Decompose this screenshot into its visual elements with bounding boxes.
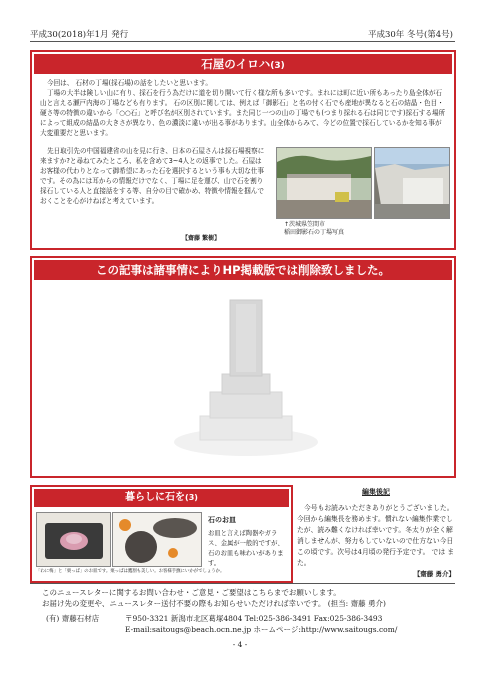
footer-line-1: このニュースレターに関するお問い合わせ・ご意見・ご要望はこちらまでお願いします。 (42, 588, 341, 597)
postscript-title: 編集後記 (362, 488, 390, 496)
gravestone-illustration (172, 294, 322, 459)
company-contact[interactable]: E-mail:saitougs@beach.ocn.ne.jp ホームページ:http://www.saitougs.com/ (125, 625, 398, 634)
stone-plate-photo-1-image (37, 513, 110, 566)
article-para-2: 丁場の大半は険しい山に有り、採石を行う為だけに道を切り開いて行く様な所も多いです。まれには町に近い所もあったり島全体が石山と言える瀬戸内海の丁場なども有ります。 石の区別に関しては、例えば「御影石」と名の付く石でも産地が異なると石の結晶・色目・硬さ等の特徴の違いから「○○石」と呼び名が区別されています。また同じ一つの山の丁場でも(つまり採れる石は同じです)採石する場所によって組成の結晶の大きさが異なり、色の濃淡に違いが出る事があります。山全体からみて、今どの位置で採石しているかを知る事が大変重要だと思います。 (40, 89, 446, 137)
article-stone-basics (30, 50, 456, 250)
article2-title-bar (34, 489, 289, 507)
article-body-bottom (40, 146, 268, 206)
footer-divider (30, 583, 455, 584)
article2-subtitle: 石のお皿 (208, 516, 236, 524)
quarry-photo-1 (276, 147, 372, 219)
company-name: (有) 齋藤石材店 (46, 614, 100, 623)
article-stone-living (30, 485, 293, 583)
article2-text: お皿と言えば陶器やガラス、金属が一般的ですが、石のお皿も味わいがあります。 (208, 530, 284, 567)
article-author: 【齋藤 繁樹】 (182, 235, 221, 242)
removed-article-box (30, 256, 456, 478)
article-body-top (32, 76, 454, 138)
article2-caption: 「わに梅」と「栗っぱ」のお皿です。栗っぱは鷹割も美しい。お客様手撫にいかがでしょうか。 (36, 569, 225, 574)
header-divider (30, 41, 455, 42)
article2-title-number: (3) (185, 493, 198, 502)
article-para-1: 今回は、 石材の丁場(採石場)の話をしたいと思います。 (47, 79, 212, 87)
stone-plate-photo-1 (36, 512, 111, 567)
removed-article-notice: この記事は諸事情によりHP掲載版では削除致しました。 (34, 260, 452, 280)
company-address: 〒950-3321 新潟市北区葛塚4804 Tel:025-386-3491 Fax:025-386-3493 (125, 614, 383, 623)
photo-caption-line-1: ↑茨城県笠間市 (284, 221, 326, 228)
quarry-photo-2-image (375, 148, 449, 218)
stone-plate-photo-2-image (113, 513, 201, 566)
photo-caption (284, 221, 344, 237)
editor-postscript (297, 487, 455, 578)
article2-title: 暮らしに石を (125, 492, 186, 503)
article-title-bar (34, 54, 452, 74)
postscript-author: 【齋藤 勇介】 (413, 570, 455, 578)
quarry-photo-2 (374, 147, 450, 219)
page-number: - 4 - (232, 640, 248, 649)
postscript-text: 今号もお読みいただきありがとうございました。今回から編集長を務めます。慣れない編集作業でしたが、読み難くなければ幸いです。冬太りが全く解消しませんが、努力もしていないので仕方ない今日この頃です。次号は4月頃の発行予定です。 では また。 (297, 504, 455, 567)
stone-plate-photo-2 (112, 512, 202, 567)
footer-line-2: お届け先の変更や、ニュースレター送付不要の際もお知らせいただければ幸いです。 (担当: 齋藤 勇介) (42, 599, 386, 608)
quarry-photo-1-image (277, 148, 371, 218)
issue-date: 平成30(2018)年1月 発行 (30, 30, 129, 40)
article-para-3: 先日取引先の中国福建省の山を見に行き、日本の石屋さんは採石場視察に来ますか?と尋ねてみたところ、私を含めて3~4人との返事でした。石屋はお客様の代わりとなって御希望にあった石を選択するという事も大切な仕事です。その為には耳からの情報だけでなく、丁場に足を運び、山で石を割り採石している人と直接話をする等、自分の目で確かめ、特徴や情報を掴んでおくことを心がけねばと考えています。 (40, 147, 265, 205)
issue-number: 平成30年 冬号(第4号) (367, 30, 453, 40)
photo-caption-line-2: 稲田御影石の丁場写真 (284, 229, 345, 236)
article-title: 石屋のイロハ (201, 57, 271, 71)
article-title-number: (3) (270, 61, 285, 71)
